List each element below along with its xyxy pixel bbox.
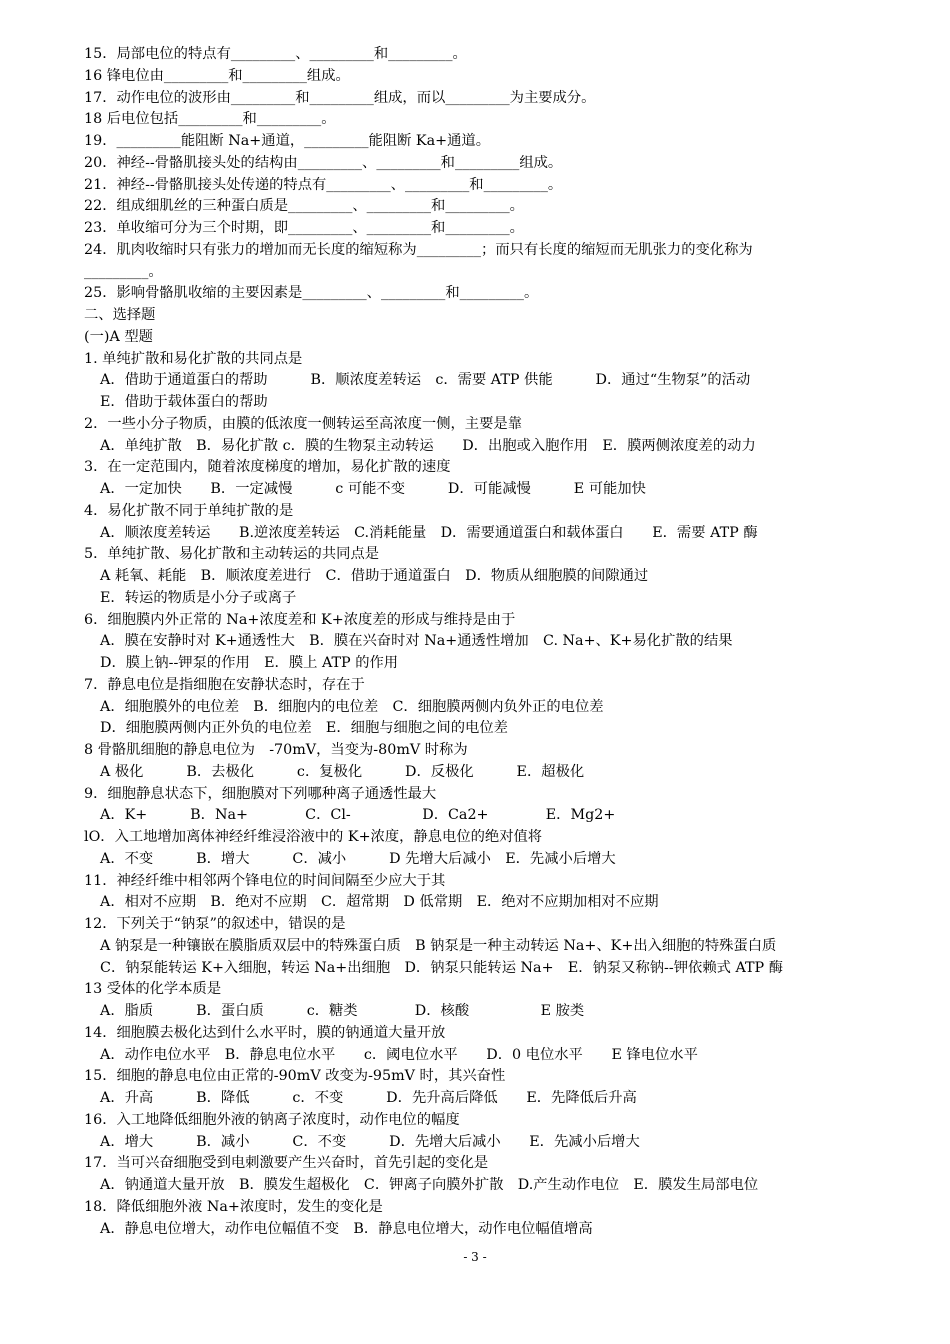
question-line: 16 锋电位由_________和_________组成。 bbox=[84, 67, 350, 84]
answer-options-line: A．静息电位增大，动作电位幅值不变 B．静息电位增大，动作电位幅值增高 bbox=[100, 1220, 593, 1237]
answer-options-line: A．升高 B．降低 c．不变 D．先升高后降低 E．先降低后升高 bbox=[100, 1090, 637, 1106]
question-line: 12．下列关于“钠泵”的叙述中，错误的是 bbox=[84, 916, 346, 932]
answer-options-line: D．膜上钠--钾泵的作用 E．膜上 ATP 的作用 bbox=[100, 655, 399, 671]
document-page bbox=[84, 44, 876, 1240]
question-line: lO．入工地增加离体神经纤维浸浴液中的 K+浓度，静息电位的绝对值将 bbox=[84, 829, 543, 845]
answer-options-line: A．膜在安静时对 K+通透性大 B．膜在兴奋时对 Na+通透性增加 C. Na+、K+易化扩散的结果 bbox=[100, 633, 733, 650]
question-line: 15．局部电位的特点有_________、_________和_________。 bbox=[84, 46, 467, 62]
question-line: 4．易化扩散不同于单纯扩散的是 bbox=[84, 502, 294, 519]
answer-options-line: D．细胞膜两侧内正外负的电位差 E．细胞与细胞之间的电位差 bbox=[100, 720, 508, 737]
page-number: - 3 - bbox=[463, 1250, 487, 1264]
answer-options-line: A．一定加快 B．一定减慢 c 可能不变 D．可能减慢 E 可能加快 bbox=[100, 481, 646, 497]
question-line: 18 后电位包括_________和_________。 bbox=[84, 111, 336, 128]
question-line: 6．细胞膜内外正常的 Na+浓度差和 K+浓度差的形成与维持是由于 bbox=[84, 611, 516, 628]
question-line: 16．入工地降低细胞外液的钠离子浓度时，动作电位的幅度 bbox=[84, 1111, 460, 1128]
answer-options-line: E．借助于载体蛋白的帮助 bbox=[100, 394, 268, 410]
answer-options-line: A 钠泵是一种镶嵌在膜脂质双层中的特殊蛋白质 B 钠泵是一种主动转运 Na+、K+出入细胞的特殊蛋白质 bbox=[100, 937, 777, 954]
question-line: (一)A 型题 bbox=[84, 328, 153, 345]
answer-options-line: A．细胞膜外的电位差 B．细胞内的电位差 C．细胞膜两侧内负外正的电位差 bbox=[100, 698, 604, 715]
answer-options-line: C．钠泵能转运 K+入细胞，转运 Na+出细胞 D．钠泵只能转运 Na+ E．钠泵又称钠--钾依赖式 ATP 酶 bbox=[100, 959, 783, 976]
question-line: 1. 单纯扩散和易化扩散的共同点是 bbox=[84, 350, 303, 367]
answer-options-line: A．钠通道大量开放 B．膜发生超极化 C．钾离子向膜外扩散 D.产生动作电位 E．膜发生局部电位 bbox=[100, 1177, 759, 1193]
question-line: 15．细胞的静息电位由正常的-90mV 改变为-95mV 时，其兴奋性 bbox=[84, 1068, 506, 1085]
answer-options-line: A．单纯扩散 B．易化扩散 c．膜的生物泵主动转运 D．出胞或入胞作用 E．膜两侧浓度差的动力 bbox=[100, 437, 756, 454]
question-line: 13 受体的化学本质是 bbox=[84, 981, 222, 998]
question-line: _________。 bbox=[84, 263, 163, 280]
answer-options-line: A．K+ B．Na+ C．Cl- D．Ca2+ E．Mg2+ bbox=[100, 807, 616, 824]
question-line: 20．神经--骨骼肌接头处的结构由_________、_________和_________组成。 bbox=[84, 154, 563, 171]
question-line: 18．降低细胞外液 Na+浓度时，发生的变化是 bbox=[84, 1198, 383, 1215]
answer-options-line: A 耗氧、耗能 B．顺浓度差进行 C．借助于通道蛋白 D．物质从细胞膜的间隙通过 bbox=[100, 568, 649, 584]
question-line: 23．单收缩可分为三个时期，即_________、_________和_________。 bbox=[84, 220, 524, 236]
question-line: 3．在一定范围内，随着浓度梯度的增加，易化扩散的速度 bbox=[84, 459, 451, 476]
answer-options-line: E．转运的物质是小分子或离子 bbox=[100, 589, 297, 606]
answer-options-line: A．顺浓度差转运 B.逆浓度差转运 C.消耗能量 D．需要通道蛋白和载体蛋白 E．需要 ATP 酶 bbox=[100, 524, 758, 541]
answer-options-line: A．不变 B．增大 C．减小 D 先增大后减小 E．先减小后增大 bbox=[100, 850, 616, 867]
question-line: 22．组成细肌丝的三种蛋白质是_________、_________和_________。 bbox=[84, 198, 524, 215]
question-line: 7．静息电位是指细胞在安静状态时，存在于 bbox=[84, 676, 365, 693]
question-line: 8 骨骼肌细胞的静息电位为 -70mV，当变为-80mV 时称为 bbox=[84, 742, 468, 758]
answer-options-line: A．动作电位水平 B．静息电位水平 c．阈电位水平 D．0 电位水平 E 锋电位水平 bbox=[100, 1046, 698, 1063]
question-line: 24．肌肉收缩时只有张力的增加而无长度的缩短称为_________；而只有长度的缩短而无肌张力的变化称为 bbox=[84, 241, 753, 258]
answer-options-line: A．脂质 B．蛋白质 c．糖类 D．核酸 E 胺类 bbox=[100, 1003, 585, 1019]
question-line: 二、选择题 bbox=[84, 307, 156, 323]
question-line: 2．一些小分子物质，由膜的低浓度一侧转运至高浓度一侧，主要是靠 bbox=[84, 415, 522, 432]
answer-options-line: A．借助于通道蛋白的帮助 B．顺浓度差转运 c．需要 ATP 供能 D．通过“生物泵”的活动 bbox=[100, 372, 751, 389]
question-line: 9．细胞静息状态下，细胞膜对下列哪种离子通透性最大 bbox=[84, 785, 437, 802]
question-line: 19．_________能阻断 Na+通道，_________能阻断 Ka+通道。 bbox=[84, 133, 491, 149]
question-line: 11．神经纤维中相邻两个锋电位的时间间隔至少应大于其 bbox=[84, 872, 446, 889]
answer-options-line: A．相对不应期 B．绝对不应期 C．超常期 D 低常期 E．绝对不应期加相对不应期 bbox=[100, 894, 659, 911]
question-line: 17．动作电位的波形由_________和_________组成，而以_________为主要成分。 bbox=[84, 89, 596, 106]
question-line: 21．神经--骨骼肌接头处传递的特点有_________、_________和_________。 bbox=[84, 176, 563, 193]
question-line: 17．当可兴奋细胞受到电刺激要产生兴奋时，首先引起的变化是 bbox=[84, 1155, 489, 1172]
question-line: 5．单纯扩散、易化扩散和主动转运的共同点是 bbox=[84, 546, 380, 563]
answer-options-line: A 极化 B．去极化 c．复极化 D．反极化 E．超极化 bbox=[100, 763, 585, 780]
question-line: 25．影响骨骼肌收缩的主要因素是_________、_________和_________。 bbox=[84, 285, 539, 302]
question-line: 14．细胞膜去极化达到什么水平时，膜的钠通道大量开放 bbox=[84, 1024, 446, 1041]
answer-options-line: A．增大 B．减小 C．不变 D．先增大后减小 E．先减小后增大 bbox=[100, 1133, 640, 1150]
